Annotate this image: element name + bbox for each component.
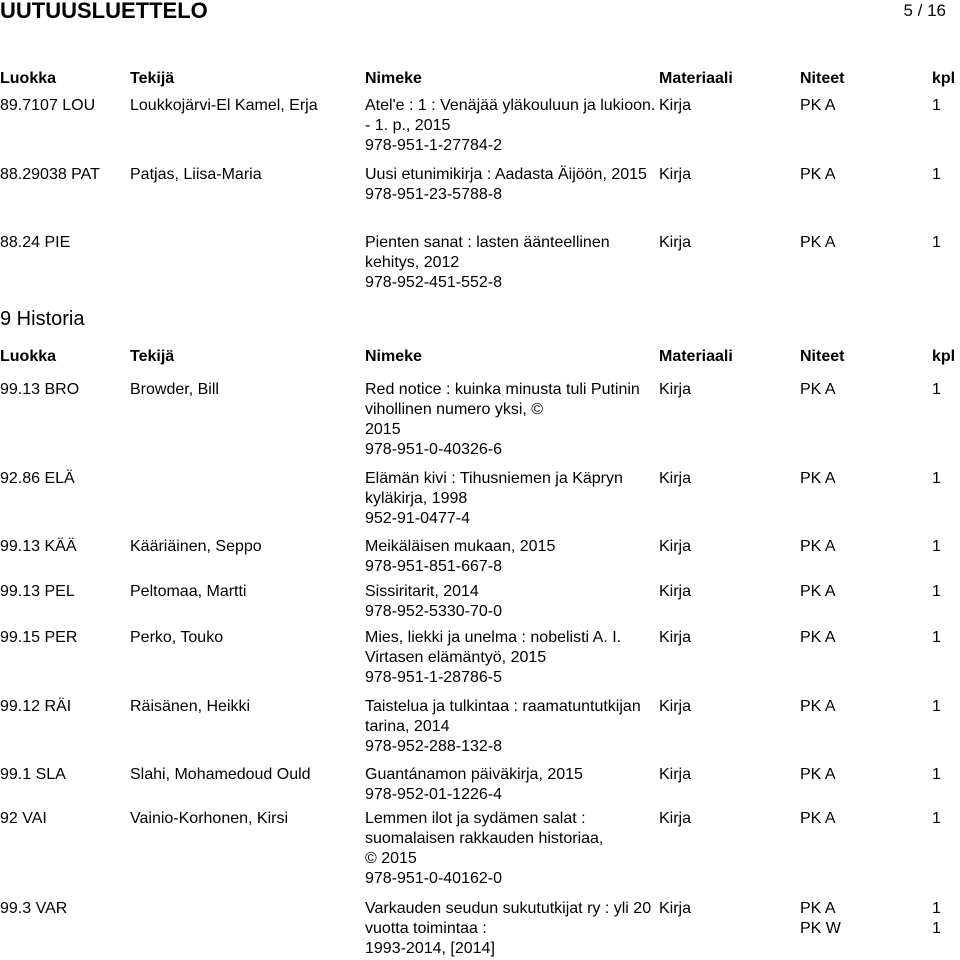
row-title-text: Taistelua ja tulkintaa : raamatuntutkijan tarina, 2014: [365, 698, 641, 735]
row-luokka: 99.3 VAR: [0, 900, 68, 917]
row-luokka: 92 VAI: [0, 810, 47, 827]
row-nimeke: [365, 697, 657, 757]
row-tekija: Perko, Touko: [130, 629, 224, 646]
row-nimeke: [365, 469, 657, 529]
header-materiaali: Materiaali: [659, 348, 733, 365]
row-niteet: PK A: [800, 629, 836, 646]
row-kpl-item: 1: [932, 900, 941, 917]
row-materiaali: Kirja: [659, 234, 692, 251]
row-isbn: 978-951-23-5788-8: [365, 186, 502, 203]
row-luokka: 99.13 BRO: [0, 381, 80, 398]
header-kpl: kpl: [932, 70, 956, 87]
row-tekija: Slahi, Mohamedoud Ould: [130, 766, 311, 783]
row-nimeke: [365, 899, 657, 959]
row-luokka: 89.7107 LOU: [0, 97, 96, 114]
section-title: 9 Historia: [0, 308, 85, 330]
row-niteet: PK A: [800, 234, 836, 251]
row-niteet: PK A: [800, 583, 836, 600]
row-isbn: 978-951-0-40326-6: [365, 441, 502, 458]
row-tekija: Räisänen, Heikki: [130, 698, 251, 715]
row-nimeke: [365, 809, 657, 889]
row-nimeke: [365, 765, 657, 805]
header-tekija: Tekijä: [130, 70, 175, 87]
row-luokka: 99.15 PER: [0, 629, 78, 646]
row-tekija: Browder, Bill: [130, 381, 219, 398]
row-isbn: 952-91-0477-4: [365, 510, 470, 527]
row-niteet: [800, 899, 841, 939]
row-isbn: 978-952-5330-70-0: [365, 603, 502, 620]
header-nimeke: Nimeke: [365, 70, 422, 87]
row-kpl: 1: [932, 810, 941, 827]
row-materiaali: Kirja: [659, 900, 692, 917]
row-title-text: Elämän kivi : Tihusniemen ja Käpryn kyläkirja, 1998: [365, 470, 623, 507]
row-year: 2015: [365, 421, 401, 438]
row-kpl: 1: [932, 698, 941, 715]
row-luokka: 88.29038 PAT: [0, 166, 100, 183]
row-isbn: 978-951-1-27784-2: [365, 137, 502, 154]
row-niteet: PK A: [800, 698, 836, 715]
row-tekija: Patjas, Liisa-Maria: [130, 166, 262, 183]
row-tekija: Vainio-Korhonen, Kirsi: [130, 810, 289, 827]
row-kpl: 1: [932, 470, 941, 487]
row-materiaali: Kirja: [659, 629, 692, 646]
row-title-text: Atel'e : 1 : Venäjää yläkouluun ja lukioon. - 1. p., 2015: [365, 97, 656, 134]
row-niteet: PK A: [800, 166, 836, 183]
row-title-text: Guantánamon päiväkirja, 2015: [365, 766, 583, 783]
row-title-text: Varkauden seudun sukututkijat ry : yli 20 vuotta toimintaa :: [365, 900, 652, 937]
row-niteet-item: PK A: [800, 900, 836, 917]
row-title-text: Mies, liekki ja unelma : nobelisti A. I. Virtasen elämäntyö, 2015: [365, 629, 622, 666]
row-materiaali: Kirja: [659, 810, 692, 827]
row-kpl: 1: [932, 166, 941, 183]
row-isbn: 978-951-0-40162-0: [365, 870, 502, 887]
row-kpl: 1: [932, 97, 941, 114]
row-nimeke: [365, 628, 657, 688]
header-kpl: kpl: [932, 348, 956, 365]
row-nimeke: [365, 582, 657, 622]
row-luokka: 99.1 SLA: [0, 766, 66, 783]
row-materiaali: Kirja: [659, 470, 692, 487]
row-year: © 2015: [365, 850, 417, 867]
row-tekija: Loukkojärvi-El Kamel, Erja: [130, 97, 318, 114]
row-isbn: 978-952-01-1226-4: [365, 786, 502, 803]
row-luokka: 99.13 KÄÄ: [0, 538, 77, 555]
table-header: [0, 69, 960, 89]
row-title-text: Sissiritarit, 2014: [365, 583, 479, 600]
row-materiaali: Kirja: [659, 698, 692, 715]
row-luokka: 99.13 PEL: [0, 583, 75, 600]
row-niteet: PK A: [800, 381, 836, 398]
row-title-text: Red notice : kuinka minusta tuli Putinin vihollinen numero yksi, ©: [365, 381, 640, 418]
row-luokka: 92.86 ELÄ: [0, 470, 75, 487]
page-number: 5 / 16: [903, 1, 946, 20]
row-materiaali: Kirja: [659, 583, 692, 600]
row-niteet: PK A: [800, 766, 836, 783]
row-niteet: PK A: [800, 810, 836, 827]
row-materiaali: Kirja: [659, 166, 692, 183]
header-materiaali: Materiaali: [659, 70, 733, 87]
row-year: 1993-2014, [2014]: [365, 940, 495, 957]
row-kpl: 1: [932, 381, 941, 398]
row-title-text: Meikäläisen mukaan, 2015: [365, 538, 556, 555]
row-materiaali: Kirja: [659, 766, 692, 783]
header-nimeke: Nimeke: [365, 348, 422, 365]
row-kpl: 1: [932, 583, 941, 600]
row-title-text: Uusi etunimikirja : Aadasta Äijöön, 2015: [365, 166, 647, 183]
row-nimeke: [365, 165, 657, 205]
row-kpl: 1: [932, 766, 941, 783]
row-nimeke: [365, 96, 657, 156]
row-tekija: Kääriäinen, Seppo: [130, 538, 262, 555]
row-title-text: Pienten sanat : lasten äänteellinen kehitys, 2012: [365, 234, 610, 271]
row-isbn: 978-951-851-667-8: [365, 558, 502, 575]
header-niteet: Niteet: [800, 70, 845, 87]
row-isbn: 978-951-1-28786-5: [365, 669, 502, 686]
row-kpl: 1: [932, 629, 941, 646]
row-kpl: 1: [932, 234, 941, 251]
row-niteet: PK A: [800, 538, 836, 555]
row-materiaali: Kirja: [659, 97, 692, 114]
row-niteet-item: PK W: [800, 920, 841, 937]
row-nimeke: [365, 537, 657, 577]
row-kpl-item: 1: [932, 920, 941, 937]
row-niteet: PK A: [800, 97, 836, 114]
row-tekija: Peltomaa, Martti: [130, 583, 247, 600]
page-title: UUTUUSLUETTELO: [0, 0, 208, 23]
row-isbn: 978-952-288-132-8: [365, 738, 502, 755]
row-title-text: Lemmen ilot ja sydämen salat : suomalaisen rakkauden historiaa,: [365, 810, 604, 847]
row-luokka: 99.12 RÄI: [0, 698, 72, 715]
row-kpl: [932, 899, 941, 939]
header-luokka: Luokka: [0, 70, 57, 87]
row-isbn: 978-952-451-552-8: [365, 274, 502, 291]
header-niteet: Niteet: [800, 348, 845, 365]
row-luokka: 88.24 PIE: [0, 234, 71, 251]
header-tekija: Tekijä: [130, 348, 175, 365]
row-niteet: PK A: [800, 470, 836, 487]
row-nimeke: [365, 233, 657, 293]
header-luokka: Luokka: [0, 348, 57, 365]
row-materiaali: Kirja: [659, 538, 692, 555]
row-kpl: 1: [932, 538, 941, 555]
row-materiaali: Kirja: [659, 381, 692, 398]
row-nimeke: [365, 380, 657, 460]
table-header: [0, 347, 960, 367]
